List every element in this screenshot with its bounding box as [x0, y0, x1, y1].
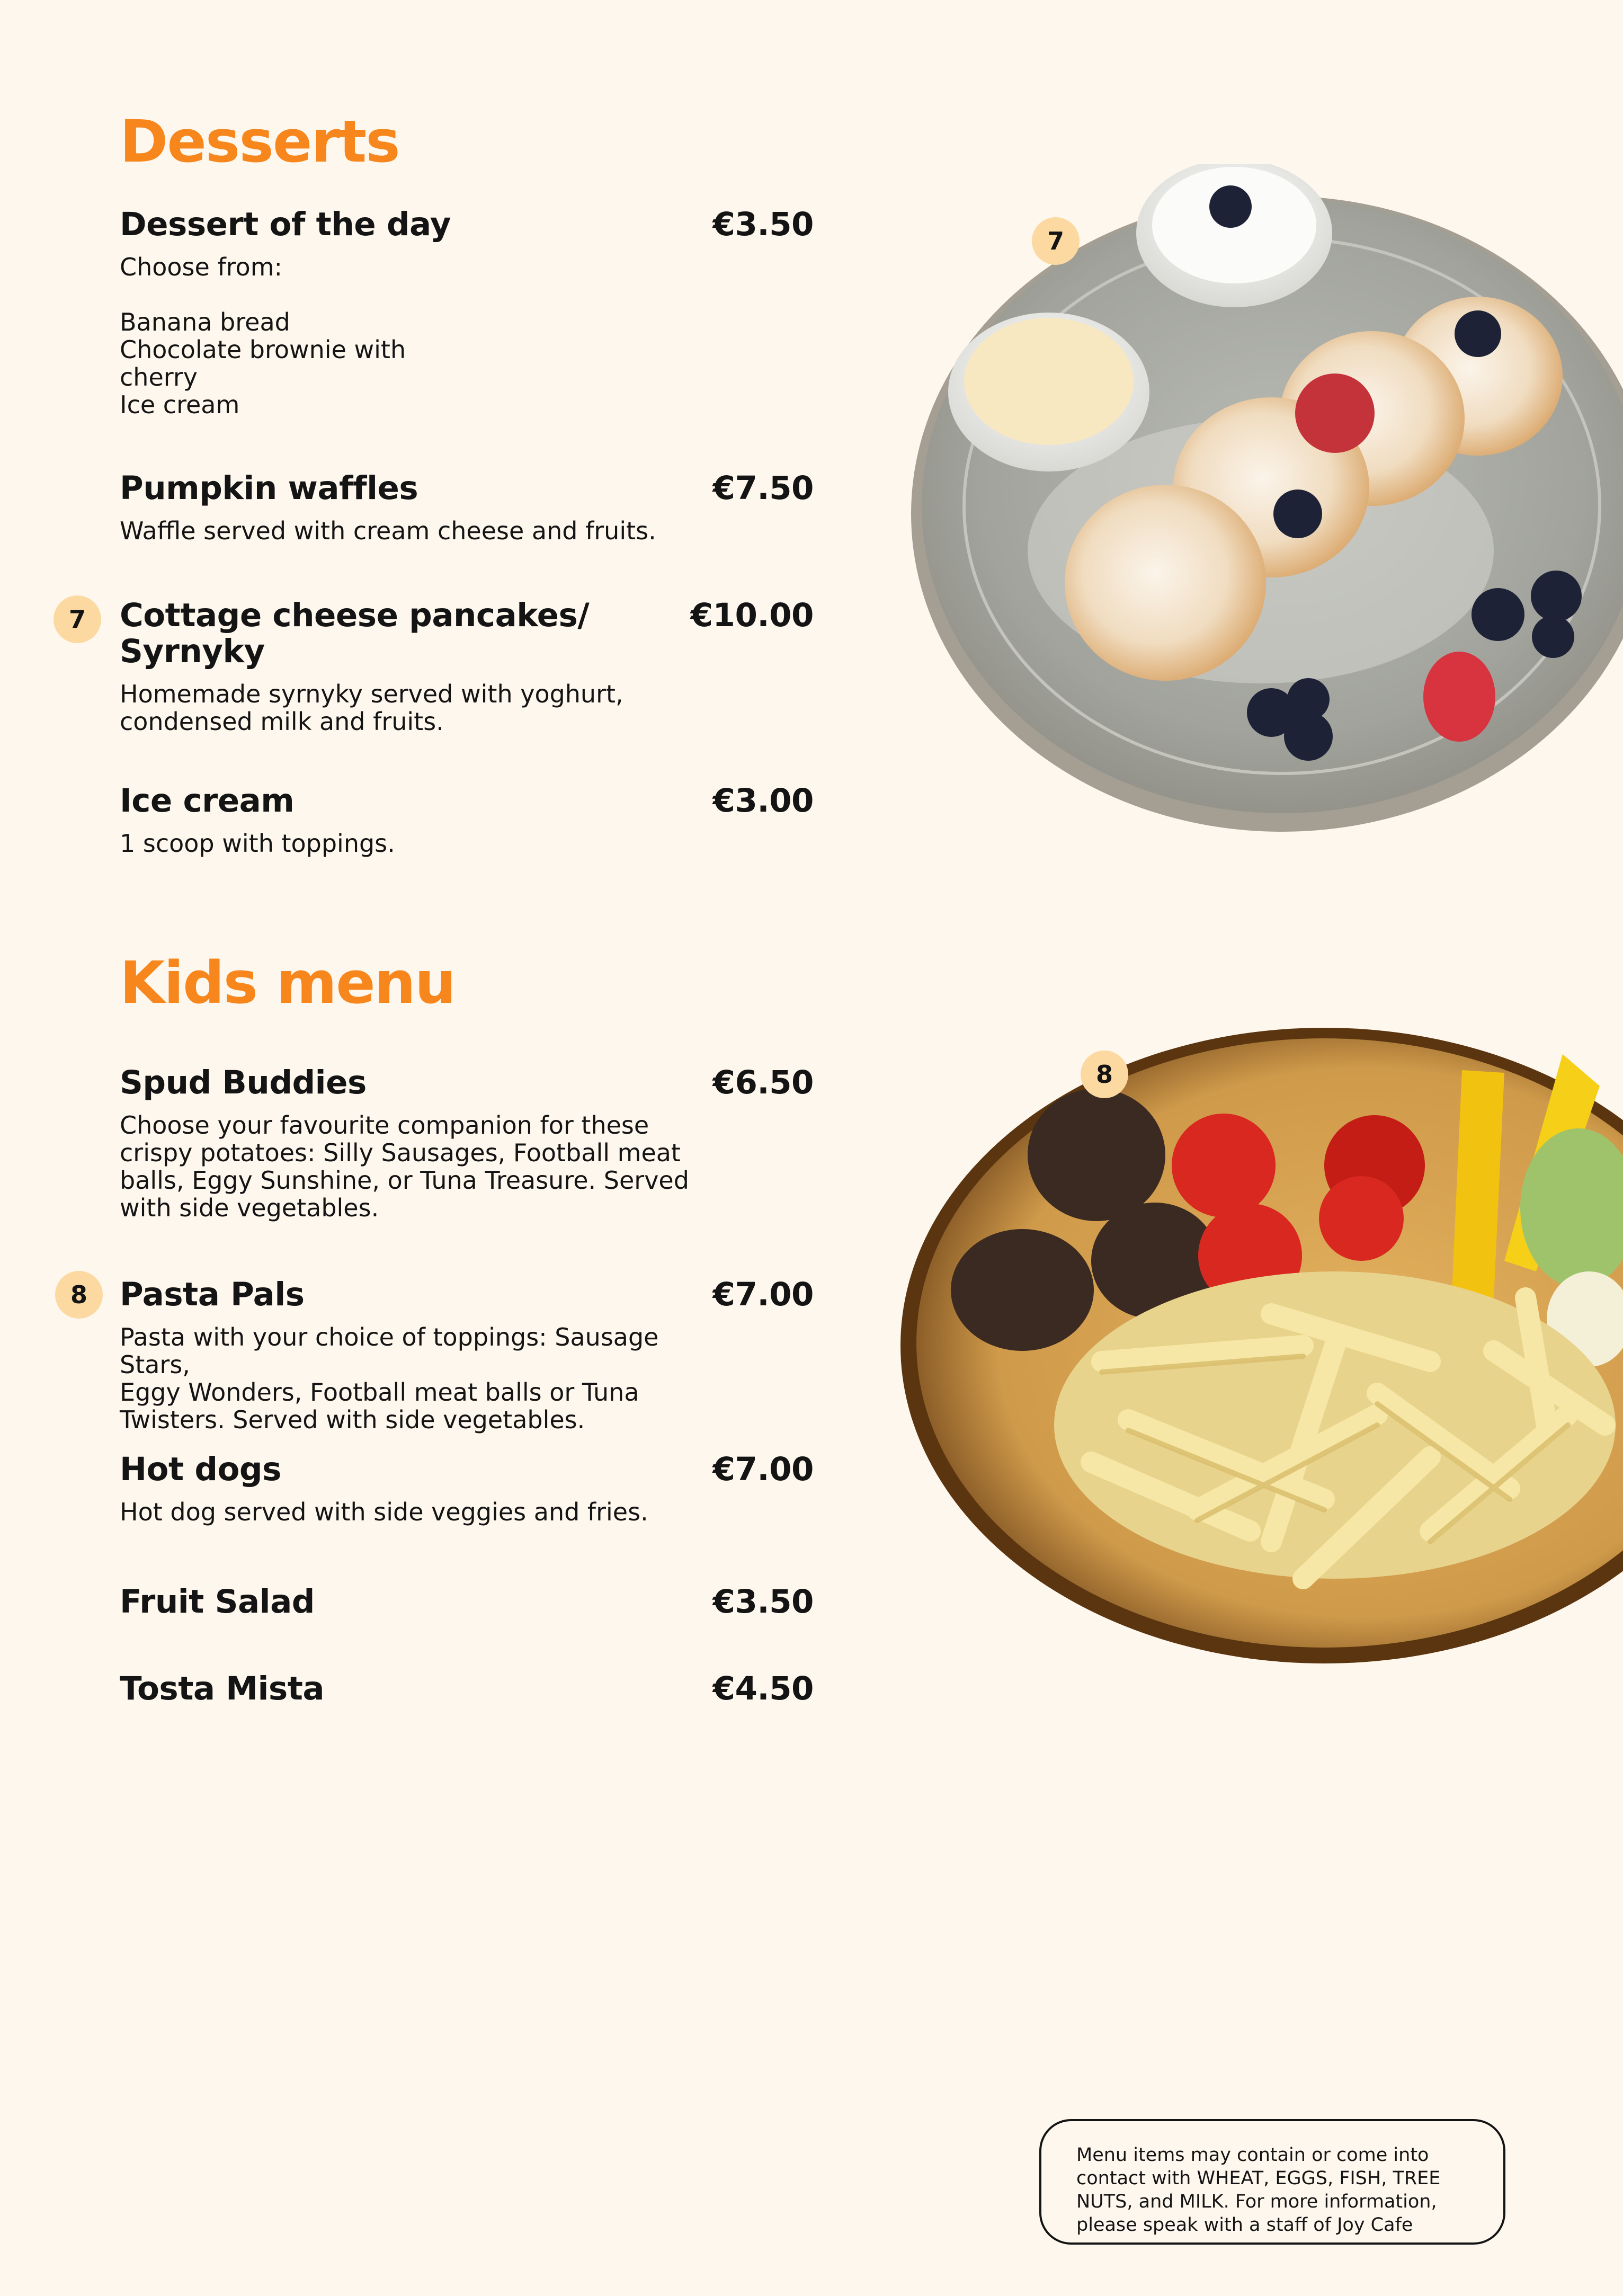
item-price: €7.00: [712, 1450, 814, 1488]
item-name: Ice cream: [120, 782, 295, 820]
menu-item-pasta-pals: [120, 1277, 814, 1434]
item-name: Spud Buddies: [120, 1064, 367, 1101]
menu-item-hot-dogs: [120, 1452, 814, 1526]
item-name: Cottage cheese pancakes/ Syrnyky: [120, 597, 590, 670]
item-description: Choose from: Banana bread Chocolate brownie with cherry Ice cream: [120, 253, 406, 419]
item-price: €7.00: [712, 1276, 814, 1313]
item-description: Homemade syrnyky served with yoghurt, condensed milk and fruits.: [120, 680, 623, 736]
item-description: Hot dog served with side veggies and fries.: [120, 1498, 648, 1526]
menu-item-cottage-cheese-pancakes: [120, 598, 814, 735]
desserts-title: Desserts: [120, 108, 399, 175]
menu-item-tosta-mista: [120, 1671, 814, 1707]
menu-item-spud-buddies: [120, 1065, 814, 1222]
syrnyky-plate-photo: [890, 164, 1623, 837]
item-name: Pumpkin waffles: [120, 469, 418, 507]
item-name: Pasta Pals: [120, 1276, 305, 1313]
allergen-note: Menu items may contain or come into contact with WHEAT, EGGS, FISH, TREE NUTS, and MILK. For more information, please speak with a staff of Joy Cafe: [1039, 2119, 1505, 2245]
item-price: €3.00: [712, 782, 814, 820]
menu-item-ice-cream: [120, 783, 814, 857]
item-price: €7.50: [712, 469, 814, 507]
item-price: €3.50: [712, 1583, 814, 1621]
item-description: 1 scoop with toppings.: [120, 829, 395, 858]
menu-item-dessert-of-the-day: [120, 207, 814, 419]
item-name: Fruit Salad: [120, 1583, 315, 1621]
item-description: Waffle served with cream cheese and fruits.: [120, 517, 656, 545]
pasta-plate-photo: [900, 1022, 1623, 1663]
item-name: Tosta Mista: [120, 1670, 325, 1707]
item-description: Choose your favourite companion for these crispy potatoes: Silly Sausages, Football meat balls, Eggy Sunshine, or Tuna Treasure. Served with side vegetables.: [120, 1111, 689, 1222]
menu-item-pumpkin-waffles: [120, 470, 814, 545]
item-number-badge: 8: [55, 1271, 103, 1319]
menu-item-fruit-salad: [120, 1584, 814, 1620]
kids-menu-title: Kids menu: [120, 949, 456, 1017]
photo-number-badge: 8: [1081, 1051, 1128, 1098]
photo-number-badge: 7: [1032, 217, 1080, 265]
item-price: €10.00: [690, 597, 814, 634]
item-description: Pasta with your choice of toppings: Sausage Stars, Eggy Wonders, Football meat balls or Tuna Twisters. Served with side vegetables.: [120, 1323, 659, 1434]
item-price: €4.50: [712, 1670, 814, 1707]
item-name: Dessert of the day: [120, 206, 451, 243]
item-number-badge: 7: [53, 595, 101, 643]
item-price: €3.50: [712, 206, 814, 243]
item-name: Hot dogs: [120, 1450, 281, 1488]
item-price: €6.50: [712, 1064, 814, 1101]
